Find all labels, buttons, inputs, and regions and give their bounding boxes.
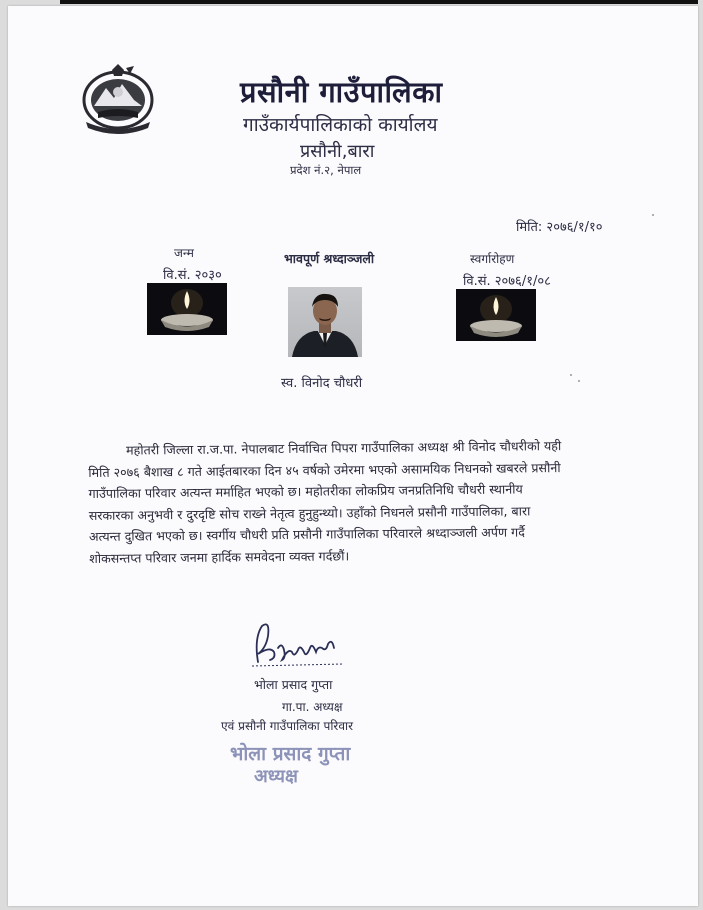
- scan-speck: [652, 214, 654, 216]
- office-name: गाउँकार्यपालिकाको कार्यालय: [243, 114, 438, 136]
- birth-label: जन्म: [174, 246, 194, 260]
- signatory-role: गा.पा. अध्यक्ष: [282, 700, 343, 714]
- org-name: प्रसौनी गाउँपालिका: [240, 75, 443, 109]
- scan-speck: [570, 374, 572, 376]
- nepal-government-emblem: [78, 62, 158, 134]
- office-place: प्रसौनी,बारा: [300, 141, 375, 162]
- stamp-role: अध्यक्ष: [254, 766, 298, 787]
- province-line: प्रदेश नं.२, नेपाल: [290, 163, 362, 177]
- paragraph-line: शोकसन्तप्त परिवार जनमा हार्दिक समवेदना व्यक्त गर्दछौं।: [89, 547, 350, 566]
- handwritten-signature: [248, 618, 348, 672]
- portrait-photo: [288, 287, 362, 357]
- candle-icon: [456, 289, 536, 341]
- stamp-name: भोला प्रसाद गुप्ता: [230, 743, 351, 765]
- paragraph-line: सरकारका अनुभवी र दुरदृष्टि सोच राख्ने नेतृत्व हुनुहुन्थ्यो। उहाँको निधनले प्रसौनी गाउँपालिका, बारा: [88, 502, 531, 523]
- paragraph-line: अत्यन्त दुखित भएको छ। स्वर्गीय चौधरी प्रति प्रसौनी गाउँपालिका परिवारले श्रध्दाञ्जली अर्पण गर्दै: [88, 524, 525, 544]
- paragraph-line: गाउँपालिका परिवार अत्यन्त मर्माहित भएको छ। महोतरीका लोकप्रिय जनप्रतिनिधि चौधरी स्थानीय: [88, 481, 523, 501]
- signatory-family: एवं प्रसौनी गाउँपालिका परिवार: [221, 719, 354, 733]
- tribute-title: भावपूर्ण श्रध्दाञ्जली: [284, 251, 375, 266]
- paragraph-line: महोतरी जिल्ला रा.ज.पा. नेपालबाट निर्वाचित पिपरा गाउँपालिका अध्यक्ष श्री विनोद चौधरीको यही: [126, 438, 562, 458]
- letter-date: मिति: २०७६/१/१०: [516, 220, 603, 235]
- birth-date: वि.सं. २०३०: [163, 268, 222, 283]
- death-label: स्वर्गारोहण: [470, 252, 515, 266]
- death-date: वि.सं. २०७६/१/०८: [463, 274, 551, 289]
- signatory-name: भोला प्रसाद गुप्ता: [254, 677, 333, 692]
- portrait-caption: स्व. विनोद चौधरी: [281, 376, 363, 391]
- candle-icon: [147, 283, 227, 335]
- condolence-paragraph: [88, 434, 619, 569]
- scan-edge-line: [60, 0, 698, 4]
- scan-speck: [578, 380, 580, 382]
- paragraph-line: मिति २०७६ बैशाख ८ गते आईतबारका दिन ४५ वर्षको उमेरमा भएको असामयिक निधनको खबरले प्रसौनी: [88, 459, 561, 480]
